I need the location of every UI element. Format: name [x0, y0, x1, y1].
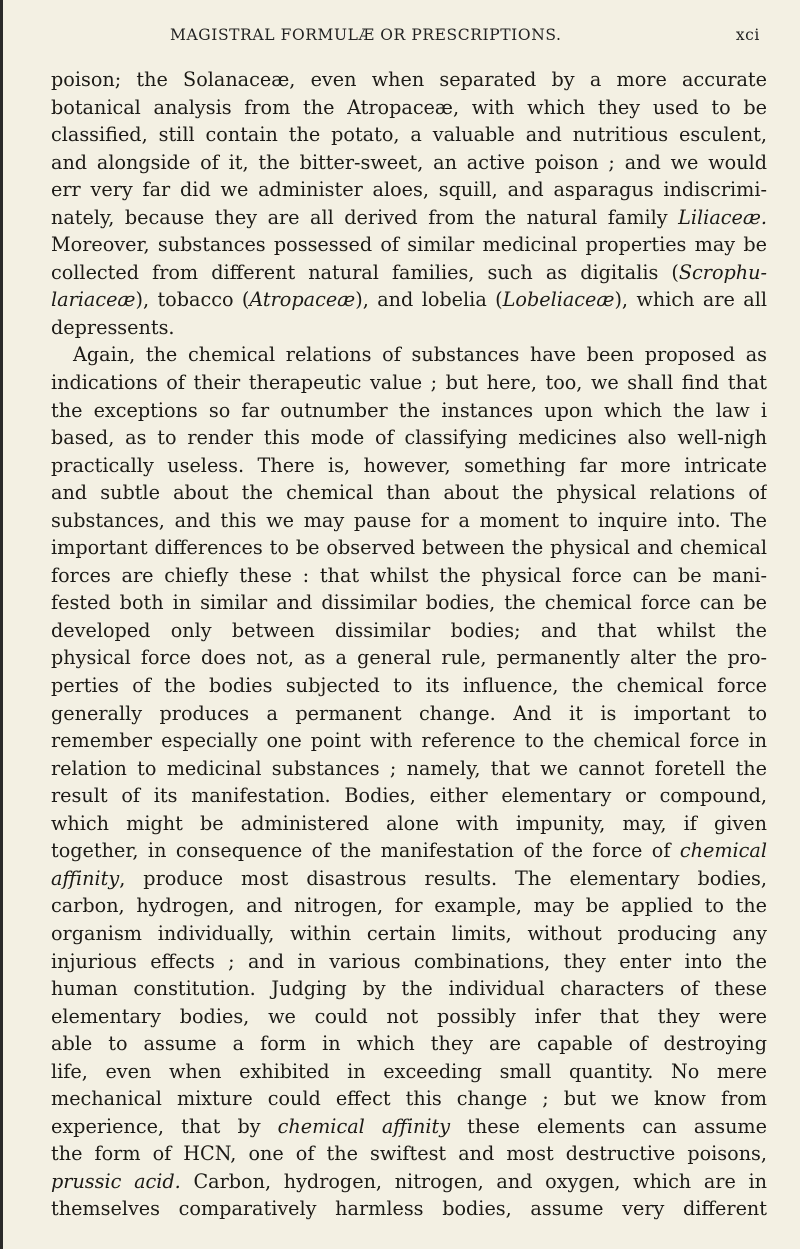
text-line [51, 452, 767, 480]
text-line [51, 397, 767, 425]
text-line [51, 314, 767, 342]
text-span: important differences to be observed between the physical and chemical [51, 536, 767, 560]
text-line [51, 369, 767, 397]
text-span: developed only between dissimilar bodies; and that whilst the [51, 618, 767, 642]
text-line [51, 948, 767, 976]
text-line [51, 617, 767, 645]
text-line [51, 644, 767, 672]
text-span: and subtle about the chemical than about the physical relations of [51, 481, 767, 505]
text-line [51, 479, 767, 507]
text-line [51, 810, 767, 838]
text-span: based, as to render this mode of classifying medicines also well-nigh [51, 426, 767, 450]
text-span: err very far did we administer aloes, squill, and asparagus indiscrimi- [51, 178, 767, 202]
text-line [51, 204, 767, 232]
text-line [51, 672, 767, 700]
text-span: depressents. [51, 315, 175, 339]
text-line [51, 865, 767, 893]
text-line [51, 66, 767, 94]
italic-text: lariaceæ [51, 288, 136, 312]
text-line [51, 507, 767, 535]
text-line [51, 149, 767, 177]
italic-text: Lobeliaceæ [502, 288, 615, 312]
text-span: Moreover, substances possessed of similar medicinal properties may be [51, 233, 767, 257]
text-line [51, 920, 767, 948]
text-line [51, 755, 767, 783]
text-line [51, 1113, 767, 1141]
text-line [51, 94, 767, 122]
italic-text: Liliaceæ. [678, 205, 767, 229]
italic-text: chemical affinity [277, 1114, 451, 1138]
text-line [51, 892, 767, 920]
text-span: ), tobacco ( [135, 288, 250, 312]
text-span: human constitution. Judging by the individual characters of these [51, 977, 767, 1001]
text-span: forces are chiefly these : that whilst the physical force can be mani- [51, 563, 767, 587]
italic-text: chemical [679, 839, 767, 863]
text-span: relation to medicinal substances ; namely, that we cannot foretell the [51, 756, 767, 780]
text-span: collected from different natural families, such as digitalis ( [51, 260, 679, 284]
text-span: ), which are all [614, 288, 767, 312]
italic-text: Scrophu- [678, 260, 767, 284]
page-edge-shadow [0, 0, 3, 1249]
text-span: themselves comparatively harmless bodies, assume very different [51, 1197, 767, 1221]
text-line [51, 975, 767, 1003]
text-span: Carbon, hydrogen, nitrogen, and oxygen, which are in [180, 1169, 767, 1193]
italic-text: prussic acid. [51, 1169, 181, 1193]
body-text [51, 66, 767, 1223]
text-span: physical force does not, as a general rule, permanently alter the pro- [51, 646, 767, 670]
text-span: nately, because they are all derived from the natural family [51, 205, 679, 229]
text-line [51, 1030, 767, 1058]
text-span: perties of the bodies subjected to its influence, the chemical force [51, 674, 767, 698]
running-head [170, 26, 760, 50]
text-span: elementary bodies, we could not possibly infer that they were [51, 1004, 767, 1028]
text-span: life, even when exhibited in exceeding small quantity. No mere [51, 1059, 767, 1083]
text-line [51, 837, 767, 865]
text-span: and alongside of it, the bitter-sweet, an active poison ; and we would [51, 150, 767, 174]
italic-text: Atropaceæ [249, 288, 356, 312]
text-line [51, 700, 767, 728]
text-line [51, 1195, 767, 1223]
text-line [51, 1058, 767, 1086]
text-line [51, 1140, 767, 1168]
text-span: carbon, hydrogen, and nitrogen, for example, may be applied to the [51, 894, 767, 918]
text-line [51, 1085, 767, 1113]
page-number: xci [735, 26, 760, 44]
text-span: fested both in similar and dissimilar bodies, the chemical force can be [51, 591, 767, 615]
text-span: ), and lobelia ( [355, 288, 503, 312]
text-line [51, 176, 767, 204]
text-span: which might be administered alone with impunity, may, if given [51, 811, 767, 835]
text-line [51, 231, 767, 259]
text-span: remember especially one point with reference to the chemical force in [51, 729, 767, 753]
text-line [51, 286, 767, 314]
text-span: practically useless. There is, however, something far more intricate [51, 453, 767, 477]
text-span: result of its manifestation. Bodies, either elementary or compound, [51, 784, 767, 808]
text-span: together, in consequence of the manifestation of the force of [51, 839, 680, 863]
text-line [51, 341, 767, 369]
text-span: botanical analysis from the Atropaceæ, with which they used to be [51, 95, 767, 119]
text-line [51, 782, 767, 810]
text-line [51, 727, 767, 755]
text-span: experience, that by [51, 1114, 278, 1138]
text-line [51, 589, 767, 617]
text-span: the exceptions so far outnumber the instances upon which the law i [51, 398, 767, 422]
text-span: injurious effects ; and in various combinations, they enter into the [51, 949, 767, 973]
text-line [51, 121, 767, 149]
text-span: the form of HCN, one of the swiftest and most destructive poisons, [51, 1142, 767, 1166]
text-span: these elements can assume [450, 1114, 767, 1138]
text-line [51, 534, 767, 562]
text-span: , produce most disastrous results. The elementary bodies, [119, 866, 767, 890]
running-head-title: MAGISTRAL FORMULÆ OR PRESCRIPTIONS. [170, 26, 562, 44]
text-line [51, 259, 767, 287]
text-span: able to assume a form in which they are capable of destroying [51, 1032, 767, 1056]
text-span: Again, the chemical relations of substances have been proposed as [73, 343, 767, 367]
text-span: classified, still contain the potato, a valuable and nutritious esculent, [51, 123, 767, 147]
text-span: organism individually, within certain limits, without producing any [51, 921, 767, 945]
text-line [51, 562, 767, 590]
text-line [51, 1168, 767, 1196]
text-span: poison; the Solanaceæ, even when separated by a more accurate [51, 68, 767, 91]
text-span: indications of their therapeutic value ; but here, too, we shall find that [51, 371, 767, 395]
italic-text: affinity [51, 866, 120, 890]
text-line [51, 424, 767, 452]
text-span: substances, and this we may pause for a moment to inquire into. The [51, 508, 767, 532]
text-span: generally produces a permanent change. And it is important to [51, 701, 767, 725]
text-span: mechanical mixture could effect this change ; but we know from [51, 1087, 767, 1111]
text-line [51, 1003, 767, 1031]
